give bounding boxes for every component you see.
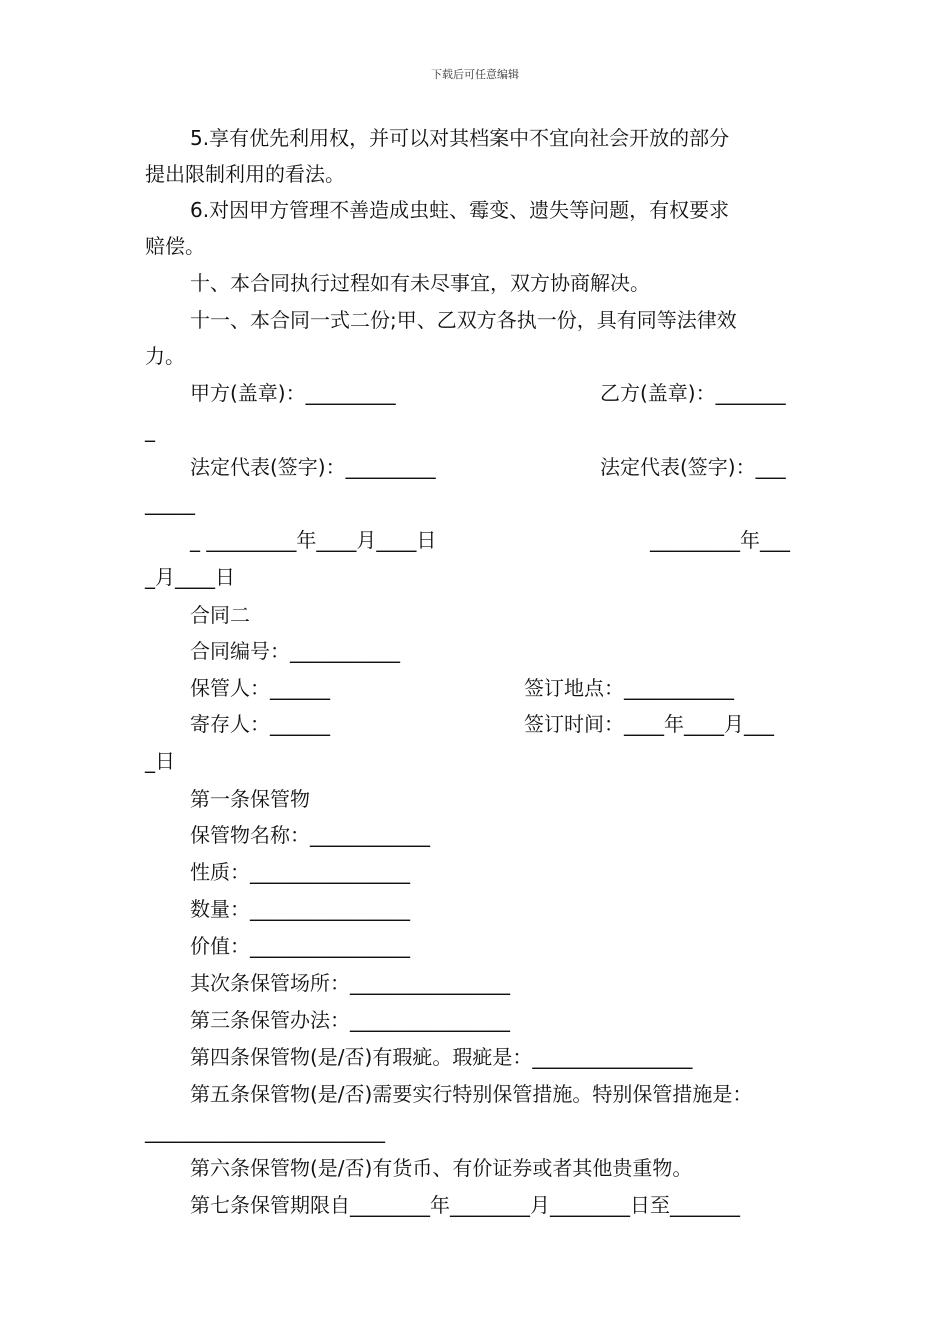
article-line: 其次条保管场所：________________	[190, 971, 510, 995]
rep-b-sign: 法定代表(签字)：___	[600, 455, 786, 479]
value-field: 价值：________________	[190, 934, 410, 958]
sign-time-field: 签订时间：____年____月___	[524, 712, 774, 736]
blank-line: ________________________	[145, 1119, 385, 1143]
para-line: 赔偿。	[145, 234, 205, 258]
para-line: 5.享有优先利用权，并可以对其档案中不宜向社会开放的部分	[190, 126, 730, 150]
para-line: _	[145, 418, 155, 442]
para-line: 6.对因甲方管理不善造成虫蛀、霉变、遗失等问题，有权要求	[190, 198, 730, 222]
para-line: 提出限制利用的看法。	[145, 162, 345, 186]
date-a: _ _________年____月____日	[190, 528, 437, 552]
article-line: 第五条保管物(是/否)需要实行特别保管措施。特别保管措施是：	[190, 1082, 753, 1106]
section-title: 合同二	[190, 603, 250, 627]
date-b: _________年___	[650, 528, 790, 552]
article-line: 第三条保管办法：________________	[190, 1008, 510, 1032]
party-b-seal: 乙方(盖章)：_______	[600, 381, 786, 405]
party-a-seal: 甲方(盖章)：_________	[190, 381, 396, 405]
nature-field: 性质：________________	[190, 860, 410, 884]
contract-number: 合同编号：___________	[190, 639, 400, 663]
rep-a-sign: 法定代表(签字)：_________	[190, 455, 436, 479]
para-line: 力。	[145, 344, 185, 368]
item-name-field: 保管物名称：____________	[190, 823, 430, 847]
keeper-field: 保管人：______	[190, 676, 330, 700]
article-line: 第六条保管物(是/否)有货币、有价证券或者其他贵重物。	[190, 1156, 693, 1180]
article-line: 第四条保管物(是/否)有瑕疵。瑕疵是：________________	[190, 1045, 693, 1069]
para-line: 十、本合同执行过程如有未尽事宜，双方协商解决。	[190, 271, 650, 295]
para-line: _月____日	[145, 565, 235, 589]
quantity-field: 数量：________________	[190, 897, 410, 921]
para-line: 十一、本合同一式二份;甲、乙双方各执一份，具有同等法律效	[190, 308, 737, 332]
para-line: _日	[145, 749, 175, 773]
article-line: 第七条保管期限自________年________月________日至_______	[190, 1193, 740, 1217]
depositor-field: 寄存人：______	[190, 712, 330, 736]
article-heading: 第一条保管物	[190, 787, 310, 811]
page-header: 下载后可任意编辑	[431, 68, 519, 81]
para-line: _____	[145, 491, 195, 515]
sign-place-field: 签订地点：___________	[524, 676, 734, 700]
